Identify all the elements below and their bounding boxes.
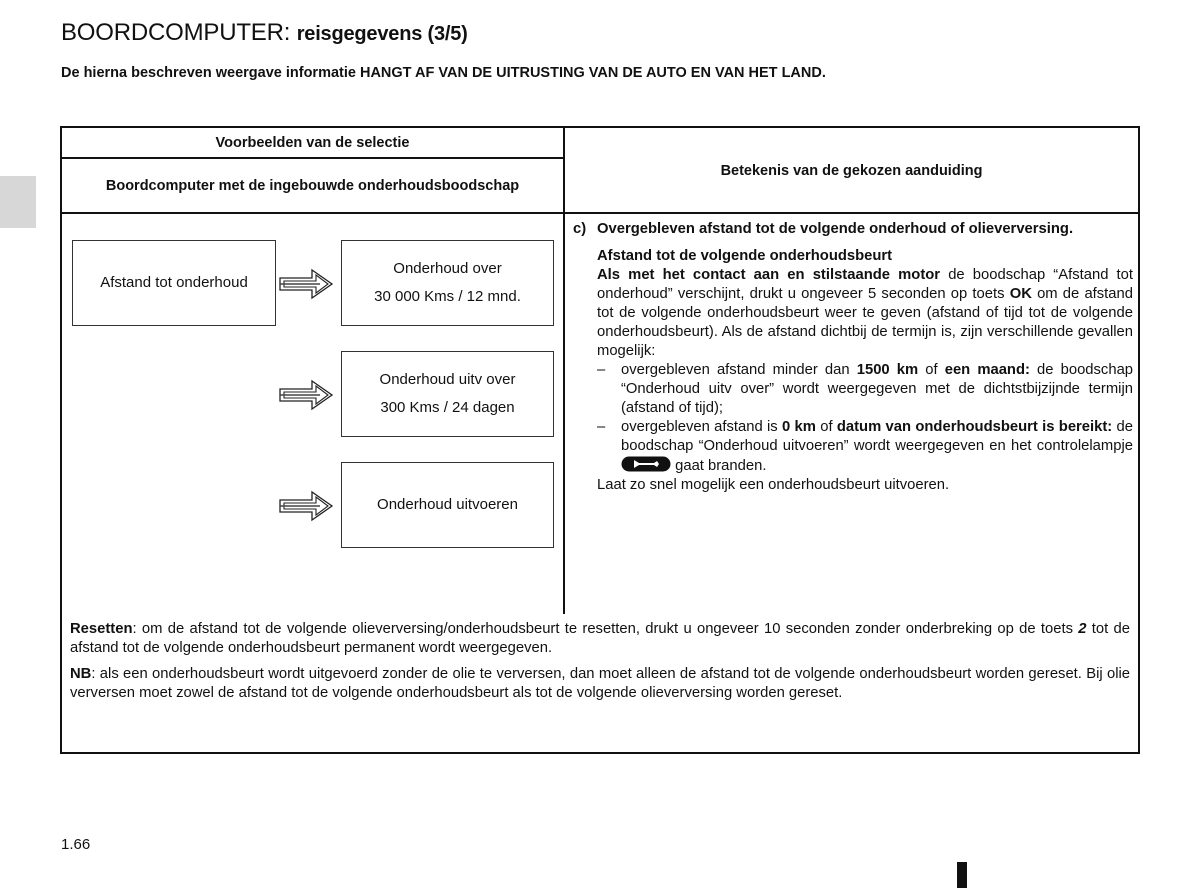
display-2-line1: Onderhoud uitv over [379, 371, 516, 388]
item-c-heading [573, 220, 1133, 239]
final-advice: Laat zo snel mogelijk een onderhoudsbeurt uitvoeren. [597, 477, 950, 493]
p1-a: de boodschap “Afstand tot onderhoud” verschijnt, drukt u ongeveer 5 seconden op toets [597, 267, 1133, 302]
nb-text: : als een onderhoudsbeurt wordt uitgevoerd zonder de olie te verversen, dan moet alleen de afstand tot de volgende onderhoudsbeurt worden gereset. Bij olie verversen moet zowel de afstand tot de volgende onderhoudsbeurt als tot de volgende olieverversing worden gereset. [70, 666, 1130, 701]
column-divider [563, 214, 565, 614]
b2-km: 0 km [781, 419, 816, 435]
bullet-dash: – [597, 362, 606, 378]
display-source [72, 240, 276, 326]
b1-km: 1500 km [856, 362, 919, 378]
b2-bold: datum van onderhoudsbeurt is bereikt: [836, 419, 1113, 435]
header-meaning: Betekenis van de gekozen aanduiding [720, 163, 983, 179]
b2-a: overgebleven afstand is [621, 419, 782, 435]
display-source-text: Afstand tot onderhoud [100, 274, 248, 291]
nb-note [70, 665, 1130, 703]
bullet-dash: – [597, 419, 606, 435]
p1-bold: Als met het contact aan en stilstaande motor [597, 267, 941, 283]
header-trip-computer: Boordcomputer met de ingebouwde onderhoudsboodschap [62, 159, 565, 214]
wrench-warning-lamp-icon [621, 456, 671, 472]
b1-a: overgebleven afstand minder dan [621, 362, 857, 378]
reset-label: Resetten [70, 621, 133, 637]
b1-b: de boodschap “Onderhoud uitv over” wordt weergegeven met de dichtstbijzijnde termijn (afstand of tijd); [621, 362, 1134, 416]
display-maintenance-due [341, 351, 554, 437]
explanation [573, 220, 1133, 495]
b2-c: gaat branden. [671, 458, 767, 474]
paragraph-1 [597, 266, 1133, 361]
p1-b: om de afstand tot de volgende onderhoudsbeurt weer te geven (afstand of tijd tot de volgende onderhoudsbeurt). Als de afstand dichtbij de termijn is, zijn verschillende gevallen mogelijk: [597, 286, 1133, 359]
display-1-line1: Onderhoud over [393, 260, 502, 277]
double-arrow-icon [278, 378, 336, 412]
b1-of: of [918, 362, 945, 378]
b1-month: een maand: [944, 362, 1030, 378]
display-maintenance-in [341, 240, 554, 326]
title-sub: reisgegevens (3/5) [296, 23, 468, 45]
item-title: Overgebleven afstand tot de volgende onderhoud of olieverversing. [597, 221, 1074, 237]
header-divider [62, 212, 1138, 214]
b2-of: of [815, 419, 837, 435]
double-arrow-icon [278, 267, 336, 301]
bullet-1-text [621, 361, 1133, 418]
info-table [60, 126, 1140, 754]
nb-label: NB [70, 666, 92, 682]
page-title [61, 19, 468, 48]
ok-key: OK [1009, 286, 1032, 302]
title-main: BOORDCOMPUTER: [61, 19, 291, 46]
sub-title: Afstand tot de volgende onderhoudsbeurt [597, 248, 893, 264]
reset-key: 2 [1078, 621, 1087, 637]
notes [70, 620, 1130, 710]
page-number: 1.66 [61, 836, 91, 853]
reset-a: : om de afstand tot de volgende olieverversing/onderhoudsbeurt te resetten, drukt u ongeveer 10 seconden zonder onderbreking op de toets [132, 621, 1079, 637]
display-1-line2: 30 000 Kms / 12 mnd. [374, 288, 521, 305]
item-label: c) [573, 221, 587, 237]
display-maintenance-now [341, 462, 554, 548]
page-edge-marker [957, 862, 967, 888]
section-tab [0, 176, 36, 228]
intro-note: De hierna beschreven weergave informatie HANGT AF VAN DE UITRUSTING VAN DE AUTO EN VAN HET LAND. [61, 65, 826, 81]
bullet-2-text [621, 418, 1133, 476]
bullet-2 [597, 418, 1133, 476]
bullet-1 [597, 361, 1133, 418]
b2-b: de boodschap “Onderhoud uitvoeren” wordt weergegeven en het controlelampje [621, 419, 1133, 454]
display-3-text: Onderhoud uitvoeren [377, 496, 518, 513]
reset-b: tot de afstand tot de volgende onderhoudsbeurt permanent wordt weergegeven. [70, 621, 1130, 656]
display-2-line2: 300 Kms / 24 dagen [380, 399, 515, 416]
double-arrow-icon [278, 489, 336, 523]
reset-note [70, 620, 1130, 658]
header-examples: Voorbeelden van de selectie [62, 128, 565, 159]
item-c-body [597, 247, 1133, 495]
